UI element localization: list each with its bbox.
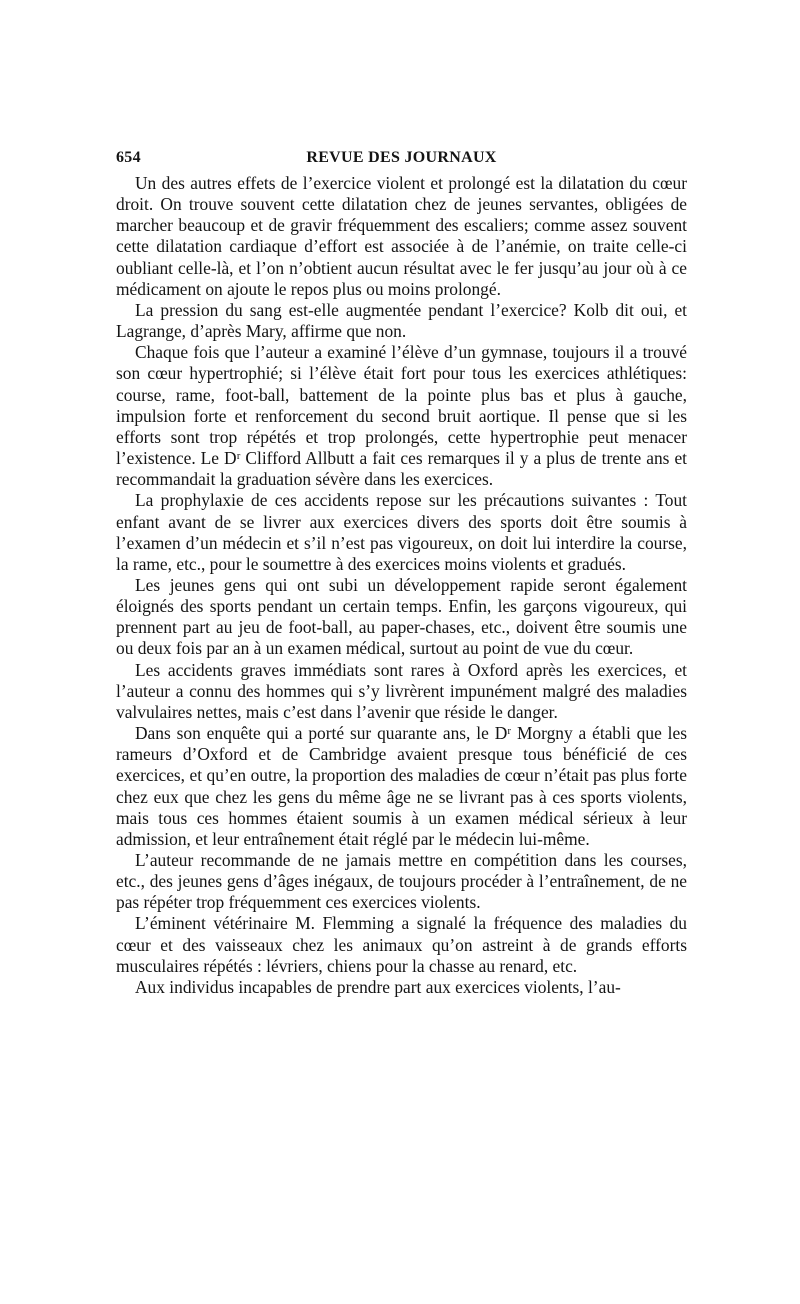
- paragraph: Dans son enquête qui a porté sur quarante ans, le Dʳ Morgny a établi que les rameurs d’Oxford et de Cambridge avaient presque tous bénéficié de ces exercices, et qu’en outre, la proportion des maladies de cœur n’était pas plus forte chez eux que chez les gens du même âge ne se livrant pas à ces sports violents, mais tous ces hommes étaient soumis à un examen médical sérieux à leur admission, et leur entraînement était réglé par le médecin lui-même.: [116, 723, 687, 849]
- paragraph: Les jeunes gens qui ont subi un développement rapide seront également éloignés des sports pendant un certain temps. Enfin, les garçons vigoureux, qui prennent part au jeu de foot-ball, au paper-chases, etc., doivent être soumis une ou deux fois par an à un examen médical, surtout au point de vue du cœur.: [116, 574, 687, 659]
- page-header: [116, 143, 687, 173]
- paragraph: Les accidents graves immédiats sont rares à Oxford après les exercices, et l’auteur a connu des hommes qui s’y livrèrent impunément malgré des maladies valvulaires nettes, mais c’est dans l’avenir que réside le danger.: [116, 659, 687, 722]
- paragraph: L’éminent vétérinaire M. Flemming a signalé la fréquence des maladies du cœur et des vaisseaux chez les animaux qu’on astreint à de grands efforts musculaires répétés : lévriers, chiens pour la chasse au renard, etc.: [116, 913, 687, 976]
- paragraph: L’auteur recommande de ne jamais mettre en compétition dans les courses, etc., des jeunes gens d’âges inégaux, de toujours procéder à l’entraînement, de ne pas répéter trop fréquemment ces exercices violents.: [116, 850, 687, 913]
- paragraph: Un des autres effets de l’exercice violent et prolongé est la dilatation du cœur droit. On trouve souvent cette dilatation chez de jeunes servantes, obligées de marcher beaucoup et de gravir fréquemment des escaliers; comme assez souvent cette dilatation cardiaque d’effort est associée à de l’anémie, on traite celle-ci oubliant celle-là, et l’on n’obtient aucun résultat avec le fer jusqu’au jour où à ce médicament on ajoute le repos plus ou moins prolongé.: [116, 173, 687, 299]
- paragraph: Aux individus incapables de prendre part aux exercices violents, l’au-: [135, 976, 621, 997]
- paragraph: La pression du sang est-elle augmentée pendant l’exercice? Kolb dit oui, et Lagrange, d’après Mary, affirme que non.: [116, 299, 687, 342]
- article-body: [116, 173, 687, 998]
- paragraph: Chaque fois que l’auteur a examiné l’élève d’un gymnase, toujours il a trouvé son cœur hypertrophié; si l’élève était fort pour tous les exercices athlétiques: course, rame, foot-ball, battement de la pointe plus bas et plus à gauche, impulsion forte et renforcement du second bruit aortique. Il pense que si les efforts sont trop répétés et trop prolongés, cette hypertrophie peut menacer l’existence. Le Dʳ Clifford Allbutt a fait ces remarques il y a plus de trente ans et recommandait la graduation sévère dans les exercices.: [116, 342, 687, 490]
- running-head: REVUE DES JOURNAUX: [306, 149, 497, 166]
- document-page: [116, 143, 687, 998]
- paragraph: La prophylaxie de ces accidents repose sur les précautions suivantes : Tout enfant avant de se livrer aux exercices divers des sports doit être soumis à l’examen d’un médecin et s’il n’est pas vigoureux, on doit lui interdire la course, la rame, etc., pour le soumettre à des exercices moins violents et gradués.: [116, 490, 687, 574]
- page-number: 654: [116, 149, 141, 166]
